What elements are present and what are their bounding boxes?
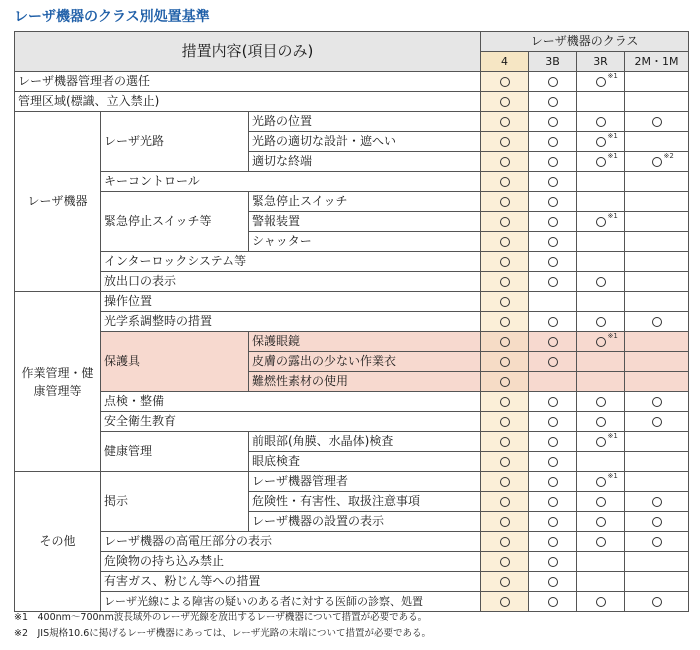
item-label: 危険性・有害性、取扱注意事項 — [249, 492, 481, 512]
mark-cell — [625, 472, 689, 492]
mark-cell — [577, 392, 625, 412]
mark-cell — [529, 512, 577, 532]
circle-mark-icon — [652, 597, 662, 607]
circle-mark-icon — [500, 497, 510, 507]
circle-mark-icon — [596, 537, 606, 547]
mark-cell — [529, 172, 577, 192]
table-row — [15, 172, 689, 192]
circle-mark-icon — [500, 457, 510, 467]
footnote-ref: ※1 — [607, 472, 618, 480]
subcategory-health-management: 健康管理 — [101, 432, 249, 472]
circle-mark-icon — [652, 157, 662, 167]
mark-cell — [625, 192, 689, 212]
table-row — [15, 532, 689, 552]
circle-mark-icon — [548, 137, 558, 147]
table-row — [15, 312, 689, 332]
table-row — [15, 92, 689, 112]
mark-cell — [529, 132, 577, 152]
mark-cell — [625, 492, 689, 512]
item-label: 光路の適切な設計・遮へい — [249, 132, 481, 152]
circle-mark-icon — [500, 477, 510, 487]
mark-cell — [529, 72, 577, 92]
item-label: 眼底検査 — [249, 452, 481, 472]
mark-cell — [481, 212, 529, 232]
circle-mark-icon — [500, 437, 510, 447]
mark-cell — [577, 552, 625, 572]
circle-mark-icon — [596, 437, 606, 447]
circle-mark-icon — [500, 337, 510, 347]
mark-cell — [625, 432, 689, 452]
mark-cell — [577, 472, 625, 492]
circle-mark-icon — [596, 497, 606, 507]
circle-mark-icon — [652, 397, 662, 407]
mark-cell — [625, 392, 689, 412]
circle-mark-icon — [500, 237, 510, 247]
mark-cell — [481, 472, 529, 492]
circle-mark-icon — [548, 237, 558, 247]
mark-cell — [625, 132, 689, 152]
footnote-ref: ※1 — [607, 432, 618, 440]
circle-mark-icon — [548, 277, 558, 287]
table-row — [15, 292, 689, 312]
subcategory-label: 光学系調整時の措置 — [101, 312, 481, 332]
circle-mark-icon — [500, 257, 510, 267]
mark-cell — [529, 392, 577, 412]
mark-cell — [481, 192, 529, 212]
item-label: 光路の位置 — [249, 112, 481, 132]
table-row — [15, 472, 689, 492]
mark-cell — [625, 172, 689, 192]
mark-cell — [481, 572, 529, 592]
mark-cell — [529, 532, 577, 552]
circle-mark-icon — [596, 397, 606, 407]
mark-cell — [625, 452, 689, 472]
mark-cell — [529, 572, 577, 592]
mark-cell — [577, 112, 625, 132]
mark-cell — [481, 372, 529, 392]
circle-mark-icon — [548, 597, 558, 607]
circle-mark-icon — [548, 437, 558, 447]
circle-mark-icon — [548, 77, 558, 87]
mark-cell — [577, 412, 625, 432]
mark-cell — [625, 312, 689, 332]
mark-cell — [529, 112, 577, 132]
mark-cell — [481, 452, 529, 472]
circle-mark-icon — [500, 157, 510, 167]
item-label: 警報装置 — [249, 212, 481, 232]
mark-cell — [481, 432, 529, 452]
circle-mark-icon — [596, 137, 606, 147]
mark-cell — [481, 392, 529, 412]
item-label: 適切な終端 — [249, 152, 481, 172]
table-row — [15, 432, 689, 452]
footnote-1: ※1 400nm～700nm波長域外のレーザ光線を放出するレーザ機器について措置が必要である。 — [14, 612, 428, 623]
mark-cell — [529, 332, 577, 352]
table-row — [15, 112, 689, 132]
item-label: シャッター — [249, 232, 481, 252]
mark-cell — [481, 412, 529, 432]
laser-class-table — [14, 31, 689, 612]
mark-cell — [577, 272, 625, 292]
circle-mark-icon — [596, 417, 606, 427]
mark-cell — [529, 552, 577, 572]
circle-mark-icon — [652, 317, 662, 327]
circle-mark-icon — [500, 377, 510, 387]
mark-cell — [529, 212, 577, 232]
circle-mark-icon — [652, 537, 662, 547]
mark-cell — [625, 512, 689, 532]
mark-cell — [577, 132, 625, 152]
class-header-4: 4 — [481, 52, 529, 72]
class-header-3r: 3R — [577, 52, 625, 72]
mark-cell — [625, 252, 689, 272]
mark-cell — [529, 252, 577, 272]
subcategory-label: キーコントロール — [101, 172, 481, 192]
mark-cell — [625, 592, 689, 612]
mark-cell — [625, 112, 689, 132]
circle-mark-icon — [548, 477, 558, 487]
table-row — [15, 392, 689, 412]
item-label: 皮膚の露出の少ない作業衣 — [249, 352, 481, 372]
circle-mark-icon — [500, 357, 510, 367]
mark-cell — [481, 132, 529, 152]
mark-cell — [577, 372, 625, 392]
circle-mark-icon — [548, 217, 558, 227]
footnote-ref: ※1 — [607, 152, 618, 160]
circle-mark-icon — [500, 77, 510, 87]
mark-cell — [625, 92, 689, 112]
category-work-health: 作業管理・健康管理等 — [15, 292, 101, 472]
mark-cell — [529, 412, 577, 432]
circle-mark-icon — [652, 497, 662, 507]
mark-cell — [625, 352, 689, 372]
circle-mark-icon — [596, 217, 606, 227]
mark-cell — [529, 192, 577, 212]
mark-cell — [577, 452, 625, 472]
table-row — [15, 552, 689, 572]
circle-mark-icon — [500, 597, 510, 607]
mark-cell — [529, 92, 577, 112]
mark-cell — [577, 212, 625, 232]
item-label: レーザ機器管理者 — [249, 472, 481, 492]
subcategory-emergency-stop: 緊急停止スイッチ等 — [101, 192, 249, 252]
subcategory-label: 有害ガス、粉じん等への措置 — [101, 572, 481, 592]
mark-cell — [577, 532, 625, 552]
measure-label: レーザ機器管理者の選任 — [15, 72, 481, 92]
circle-mark-icon — [500, 277, 510, 287]
circle-mark-icon — [500, 417, 510, 427]
mark-cell — [529, 292, 577, 312]
circle-mark-icon — [500, 397, 510, 407]
footnote-ref: ※2 — [663, 152, 674, 160]
item-label: レーザ機器の設置の表示 — [249, 512, 481, 532]
mark-cell — [625, 332, 689, 352]
footnote-ref: ※1 — [607, 132, 618, 140]
circle-mark-icon — [596, 157, 606, 167]
class-header-2m1m: 2M・1M — [625, 52, 689, 72]
subcategory-label: 操作位置 — [101, 292, 481, 312]
mark-cell — [529, 372, 577, 392]
mark-cell — [529, 352, 577, 372]
mark-cell — [529, 592, 577, 612]
mark-cell — [625, 412, 689, 432]
mark-cell — [625, 532, 689, 552]
circle-mark-icon — [652, 517, 662, 527]
subcategory-label: 安全衛生教育 — [101, 412, 481, 432]
circle-mark-icon — [548, 97, 558, 107]
mark-cell — [481, 532, 529, 552]
mark-cell — [529, 432, 577, 452]
table-row — [15, 412, 689, 432]
mark-cell — [481, 152, 529, 172]
mark-cell — [481, 72, 529, 92]
mark-cell — [577, 572, 625, 592]
circle-mark-icon — [548, 397, 558, 407]
mark-cell — [625, 212, 689, 232]
circle-mark-icon — [596, 117, 606, 127]
classes-header: レーザ機器のクラス — [481, 32, 689, 52]
footnote-ref: ※1 — [607, 212, 618, 220]
item-label: 難燃性素材の使用 — [249, 372, 481, 392]
mark-cell — [481, 92, 529, 112]
circle-mark-icon — [652, 417, 662, 427]
circle-mark-icon — [500, 137, 510, 147]
subcategory-label: インターロックシステム等 — [101, 252, 481, 272]
mark-cell — [529, 312, 577, 332]
subcategory-posting: 掲示 — [101, 472, 249, 532]
circle-mark-icon — [596, 77, 606, 87]
circle-mark-icon — [596, 597, 606, 607]
mark-cell — [625, 272, 689, 292]
mark-cell — [481, 232, 529, 252]
mark-cell — [577, 332, 625, 352]
circle-mark-icon — [548, 577, 558, 587]
mark-cell — [577, 592, 625, 612]
circle-mark-icon — [500, 517, 510, 527]
measure-label: 管理区域(標識、立入禁止) — [15, 92, 481, 112]
circle-mark-icon — [548, 177, 558, 187]
circle-mark-icon — [548, 197, 558, 207]
circle-mark-icon — [652, 117, 662, 127]
mark-cell — [481, 332, 529, 352]
circle-mark-icon — [500, 557, 510, 567]
mark-cell — [481, 172, 529, 192]
mark-cell — [625, 232, 689, 252]
page-title: レーザ機器のクラス別処置基準 — [14, 9, 210, 25]
subcategory-label: レーザ光線による障害の疑いのある者に対する医師の診察、処置 — [101, 592, 481, 612]
mark-cell — [577, 432, 625, 452]
circle-mark-icon — [548, 417, 558, 427]
mark-cell — [529, 272, 577, 292]
circle-mark-icon — [596, 477, 606, 487]
mark-cell — [577, 152, 625, 172]
mark-cell — [529, 452, 577, 472]
circle-mark-icon — [548, 517, 558, 527]
category-other: その他 — [15, 472, 101, 612]
circle-mark-icon — [548, 557, 558, 567]
mark-cell — [577, 252, 625, 272]
item-label: 前眼部(角膜、水晶体)検査 — [249, 432, 481, 452]
mark-cell — [577, 172, 625, 192]
mark-cell — [529, 472, 577, 492]
circle-mark-icon — [500, 177, 510, 187]
mark-cell — [481, 112, 529, 132]
mark-cell — [481, 352, 529, 372]
item-label: 保護眼鏡 — [249, 332, 481, 352]
mark-cell — [625, 372, 689, 392]
circle-mark-icon — [596, 337, 606, 347]
circle-mark-icon — [596, 277, 606, 287]
table-row — [15, 72, 689, 92]
mark-cell — [481, 292, 529, 312]
footnote-ref: ※1 — [607, 72, 618, 80]
circle-mark-icon — [548, 457, 558, 467]
circle-mark-icon — [500, 297, 510, 307]
mark-cell — [529, 492, 577, 512]
mark-cell — [529, 152, 577, 172]
mark-cell — [577, 92, 625, 112]
mark-cell — [481, 592, 529, 612]
circle-mark-icon — [500, 217, 510, 227]
table-body — [15, 72, 689, 612]
circle-mark-icon — [548, 117, 558, 127]
circle-mark-icon — [548, 317, 558, 327]
subcategory-laser-path: レーザ光路 — [101, 112, 249, 172]
subcategory-label: レーザ機器の高電圧部分の表示 — [101, 532, 481, 552]
circle-mark-icon — [596, 317, 606, 327]
circle-mark-icon — [548, 257, 558, 267]
table-row — [15, 332, 689, 352]
circle-mark-icon — [548, 357, 558, 367]
table-row — [15, 592, 689, 612]
mark-cell — [481, 552, 529, 572]
subcategory-protective-gear: 保護具 — [101, 332, 249, 392]
mark-cell — [577, 72, 625, 92]
mark-cell — [481, 252, 529, 272]
footnote-2: ※2 JIS規格10.6に掲げるレーザ機器にあっては、レーザ光路の末端について措置が必要である。 — [14, 628, 432, 639]
circle-mark-icon — [500, 97, 510, 107]
mark-cell — [577, 232, 625, 252]
mark-cell — [481, 512, 529, 532]
mark-cell — [625, 72, 689, 92]
mark-cell — [577, 492, 625, 512]
table-row — [15, 272, 689, 292]
item-label: 緊急停止スイッチ — [249, 192, 481, 212]
subcategory-label: 点検・整備 — [101, 392, 481, 412]
mark-cell — [625, 572, 689, 592]
subcategory-label: 放出口の表示 — [101, 272, 481, 292]
table-row — [15, 192, 689, 212]
class-header-3b: 3B — [529, 52, 577, 72]
footnotes — [14, 610, 431, 642]
mark-cell — [577, 312, 625, 332]
mark-cell — [577, 512, 625, 532]
mark-cell — [577, 192, 625, 212]
mark-cell — [529, 232, 577, 252]
table-row — [15, 252, 689, 272]
footnote-ref: ※1 — [607, 332, 618, 340]
table-row — [15, 572, 689, 592]
circle-mark-icon — [548, 497, 558, 507]
mark-cell — [481, 492, 529, 512]
mark-cell — [625, 552, 689, 572]
category-laser-equipment: レーザ機器 — [15, 112, 101, 292]
mark-cell — [577, 292, 625, 312]
circle-mark-icon — [500, 197, 510, 207]
mark-cell — [481, 272, 529, 292]
circle-mark-icon — [500, 117, 510, 127]
mark-cell — [625, 152, 689, 172]
circle-mark-icon — [596, 517, 606, 527]
circle-mark-icon — [500, 577, 510, 587]
mark-cell — [577, 352, 625, 372]
circle-mark-icon — [500, 537, 510, 547]
subcategory-label: 危険物の持ち込み禁止 — [101, 552, 481, 572]
circle-mark-icon — [548, 537, 558, 547]
mark-cell — [625, 292, 689, 312]
circle-mark-icon — [548, 157, 558, 167]
mark-cell — [481, 312, 529, 332]
circle-mark-icon — [500, 317, 510, 327]
measures-header: 措置内容(項目のみ) — [15, 32, 481, 72]
circle-mark-icon — [548, 337, 558, 347]
